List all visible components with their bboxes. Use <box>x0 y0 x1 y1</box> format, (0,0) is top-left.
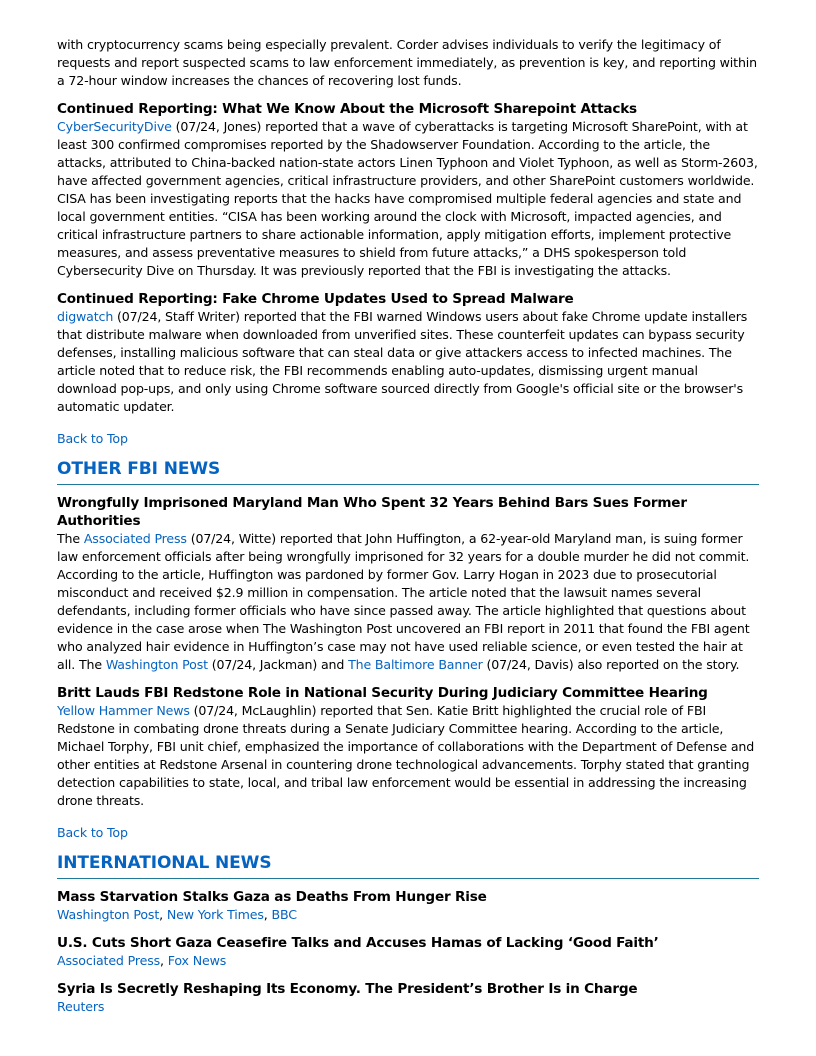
source-links <box>57 906 759 924</box>
international-list <box>57 888 759 1016</box>
section-title-international-news: INTERNATIONAL NEWS <box>57 852 759 879</box>
source-link-associated-press[interactable]: Associated Press <box>57 953 161 968</box>
story-chrome <box>57 290 759 416</box>
list-item <box>57 888 759 924</box>
story-headline: Syria Is Secretly Reshaping Its Economy. The President’s Brother Is in Charge <box>57 981 638 997</box>
source-link-reuters[interactable]: Reuters <box>57 999 105 1014</box>
separator: , <box>160 953 168 968</box>
story-text: (07/24, Jackman) and <box>207 657 349 672</box>
story-headline: Wrongfully Imprisoned Maryland Man Who Spent 32 Years Behind Bars Sues Former Authorities <box>57 495 687 529</box>
source-link-associated-press[interactable]: Associated Press <box>83 531 187 546</box>
separator: , <box>263 907 272 922</box>
source-link-yellow-hammer-news[interactable]: Yellow Hammer News <box>57 703 190 718</box>
story-headline: Continued Reporting: What We Know About the Microsoft Sharepoint Attacks <box>57 101 637 117</box>
back-to-top-link[interactable]: Back to Top <box>57 431 128 446</box>
source-link-baltimore-banner[interactable]: The Baltimore Banner <box>348 657 483 672</box>
story-huffington <box>57 494 759 674</box>
list-item <box>57 934 759 970</box>
story-body <box>57 118 759 280</box>
story-body <box>57 530 759 674</box>
source-link-bbc[interactable]: BBC <box>271 907 297 922</box>
story-text: (07/24, Davis) also reported on the story. <box>482 657 740 672</box>
intro-paragraph: with cryptocurrency scams being especially prevalent. Corder advises individuals to verify the legitimacy of requests and report suspected scams to law enforcement immediately, as prevention is key, and reporting within a 72-hour window increases the chances of recovering lost funds. <box>57 37 757 88</box>
source-link-washington-post[interactable]: Washington Post <box>105 657 208 672</box>
source-link-cybersecuritydive[interactable]: CyberSecurityDive <box>57 119 172 134</box>
story-headline: Mass Starvation Stalks Gaza as Deaths From Hunger Rise <box>57 889 487 905</box>
separator: , <box>159 907 167 922</box>
story-text: (07/24, Staff Writer) reported that the FBI warned Windows users about fake Chrome update installers that distribute malware when downloaded from unverified sites. These counterfeit updates can bypass security defenses, installing malicious software that can steal data or give attackers access to infected machines. The article noted that to reduce risk, the FBI recommends enabling auto-updates, dismissing urgent manual download pop-ups, and only using Chrome software sourced directly from Google's official site or the browser's automatic updater. <box>57 309 748 414</box>
story-sharepoint <box>57 100 759 280</box>
story-headline: U.S. Cuts Short Gaza Ceasefire Talks and Accuses Hamas of Lacking ‘Good Faith’ <box>57 935 659 951</box>
story-headline: Continued Reporting: Fake Chrome Updates Used to Spread Malware <box>57 291 574 307</box>
story-text: (07/24, Jones) reported that a wave of cyberattacks is targeting Microsoft SharePoint, with at least 300 confirmed compromises reported by the Shadowserver Foundation. According to the article, the attacks, attributed to China-backed nation-state actors Linen Typhoon and Violet Typhoon, as well as Storm-2603, have affected government agencies, critical infrastructure providers, and other SharePoint customers worldwide. CISA has been investigating reports that the hacks have compromised multiple federal agencies and state and local government entities. “CISA has been working around the clock with Microsoft, impacted agencies, and critical infrastructure partners to share actionable information, apply mitigation efforts, implement protective measures, and assess preventative measures to shield from future attacks,” a DHS spokesperson told Cybersecurity Dive on Thursday. It was previously reported that the FBI is investigating the attacks. <box>57 119 758 278</box>
story-text: The <box>57 531 84 546</box>
source-link-fox-news[interactable]: Fox News <box>167 953 227 968</box>
source-links <box>57 952 759 970</box>
source-link-digwatch[interactable]: digwatch <box>57 309 114 324</box>
story-body <box>57 702 759 810</box>
section-title-other-fbi-news: OTHER FBI NEWS <box>57 458 759 485</box>
story-text: (07/24, McLaughlin) reported that Sen. Katie Britt highlighted the crucial role of FBI Redstone in combating drone threats during a Senate Judiciary Committee hearing. According to the article, Michael Torphy, FBI unit chief, emphasized the importance of collaborations with the Department of Defense and other entities at Redstone Arsenal in countering drone technological advancements. Torphy stated that granting detection capabilities to state, local, and tribal law enforcement would be essential in addressing the increasing drone threats. <box>57 703 755 808</box>
source-link-new-york-times[interactable]: New York Times <box>166 907 264 922</box>
story-text: (07/24, Witte) reported that John Huffington, a 62-year-old Maryland man, is suing former law enforcement officials after being wrongfully imprisoned for 32 years for a double murder he did not commit. According to the article, Huffington was pardoned by former Gov. Larry Hogan in 2023 due to prosecutorial misconduct and received $2.9 million in compensation. The article noted that the lawsuit names several defendants, including former officials who have since passed away. The article highlighted that questions about evidence in the case arose when The Washington Post uncovered an FBI report in 2011 that found the FBI agent who analyzed hair evidence in Huffington’s case may not have used reliable science, or even tested the hair at all. The <box>57 531 750 672</box>
source-links <box>57 998 759 1016</box>
source-link-washington-post[interactable]: Washington Post <box>57 907 160 922</box>
story-body <box>57 308 759 416</box>
story-headline: Britt Lauds FBI Redstone Role in National Security During Judiciary Committee Hearing <box>57 685 708 701</box>
back-to-top-link[interactable]: Back to Top <box>57 825 128 840</box>
list-item <box>57 980 759 1016</box>
story-britt <box>57 684 759 810</box>
document-page <box>57 36 759 1026</box>
